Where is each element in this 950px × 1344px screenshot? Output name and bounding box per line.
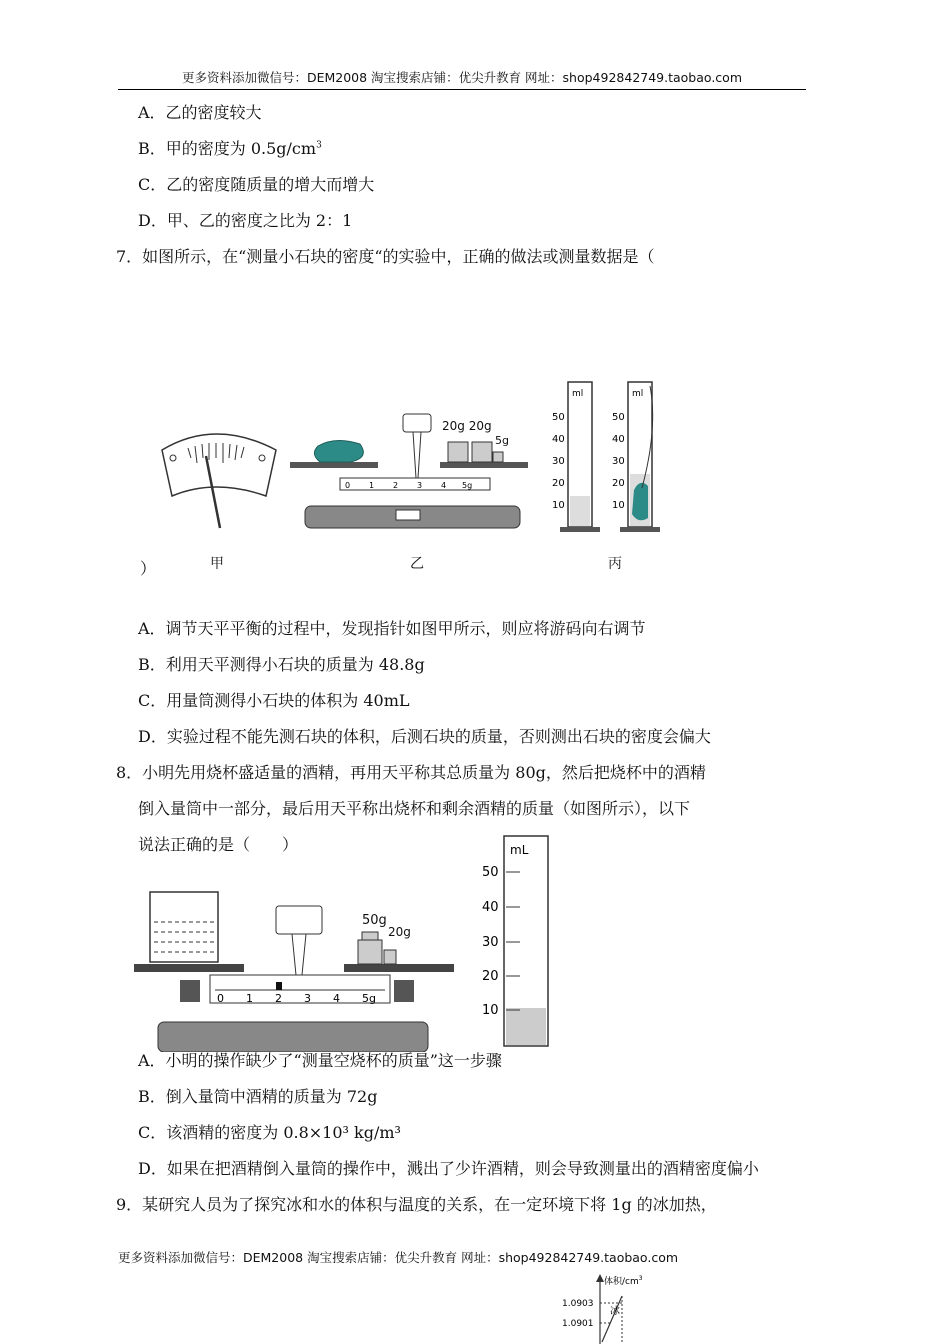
svg-text:ml: ml [572,389,584,399]
svg-text:20: 20 [482,969,499,984]
svg-text:3: 3 [304,992,311,1005]
q7-stem-close: ） [140,559,157,578]
svg-text:3: 3 [417,481,423,490]
q7-option-d: D．实验过程不能先测石块的体积，后测石块的质量，否则测出石块的密度会偏大 [138,727,711,746]
q8-cylinder [482,836,548,1046]
q7-figure [150,378,710,538]
svg-text:mL: mL [510,843,529,857]
q8-option-d: D．如果在把酒精倒入量筒的操作中，溅出了少许酒精，则会导致测量出的酒精密度偏小 [138,1159,759,1178]
q8-option-c: C．该酒精的密度为 0.8×10³ kg/m³ [138,1123,401,1142]
q6-option-b: B．甲的密度为 $0.5g/cm^3$ [138,139,322,158]
q8-stem-3: 说法正确的是（ ） [138,835,299,854]
svg-text:4: 4 [333,992,340,1005]
svg-text:2: 2 [393,481,399,490]
q6-option-d: D．甲、乙的密度之比为 2：1 [138,211,353,230]
svg-text:20g: 20g [388,925,411,939]
svg-text:10: 10 [552,500,565,511]
svg-text:30: 30 [552,456,565,467]
q9-graph [560,1270,680,1344]
q7-balance [290,414,528,528]
fig-label-jia: 甲 [210,556,224,572]
q6-option-a: A．乙的密度较大 [138,103,262,122]
svg-text:1: 1 [246,992,253,1005]
svg-text:0: 0 [345,481,351,490]
svg-text:10: 10 [482,1003,499,1018]
svg-text:2: 2 [275,992,282,1005]
svg-text:4: 4 [441,481,447,490]
svg-text:50g: 50g [362,913,387,928]
svg-text:40: 40 [612,434,625,445]
page-header: 更多资料添加微信号：DEM2008 淘宝搜索店铺：优尖升教育 网址：shop492842749.taobao.com [118,68,806,90]
q7-option-b: B．利用天平测得小石块的质量为 48.8g [138,655,425,674]
svg-text:50: 50 [612,412,625,423]
q7-dial [162,434,276,528]
svg-text:0: 0 [217,992,224,1005]
svg-text:1: 1 [369,481,375,490]
svg-text:ml: ml [632,389,644,399]
q8-option-a: A．小明的操作缺少了“测量空烧杯的质量”这一步骤 [138,1051,502,1070]
svg-text:20: 20 [612,478,625,489]
svg-text:10: 10 [612,500,625,511]
q7-option-a: A．调节天平平衡的过程中，发现指针如图甲所示，则应将游码向右调节 [138,619,646,638]
svg-text:20: 20 [552,478,565,489]
svg-text:40: 40 [482,900,499,915]
svg-text:5g: 5g [495,434,509,447]
q6-option-c: C．乙的密度随质量的增大而增大 [138,175,375,194]
fig-label-yi: 乙 [410,556,424,572]
fig-label-bing: 丙 [608,556,622,572]
q7-stem: 7．如图所示，在“测量小石块的密度“的实验中，正确的做法或测量数据是（ [116,247,655,266]
q8-option-b: B．倒入量筒中酒精的质量为 72g [138,1087,378,1106]
svg-text:40: 40 [552,434,565,445]
q9-stem-1: 9．某研究人员为了探究冰和水的体积与温度的关系，在一定环境下将 1g 的冰加热， [116,1195,717,1214]
q7-option-c: C．用量筒测得小石块的体积为 40mL [138,691,410,710]
svg-text:5g: 5g [462,481,473,490]
q8-stem-2: 倒入量筒中一部分，最后用天平称出烧杯和剩余酒精的质量（如图所示），以下 [138,799,691,818]
svg-text:1.0901: 1.0901 [562,1319,594,1329]
svg-text:1.0903: 1.0903 [562,1299,594,1309]
svg-text:冰: 冰 [610,1306,620,1317]
svg-text:30: 30 [482,935,499,950]
svg-text:50: 50 [552,412,565,423]
q8-figure [130,830,570,1052]
page-footer: 更多资料添加微信号：DEM2008 淘宝搜索店铺：优尖升教育 网址：shop492842749.taobao.com [118,1250,679,1265]
svg-text:20g 20g: 20g 20g [442,419,492,433]
q7-cylinders [552,382,660,532]
svg-text:5g: 5g [362,992,376,1005]
q8-balance [134,892,454,1052]
svg-text:30: 30 [612,456,625,467]
svg-text:50: 50 [482,865,499,880]
q9-ylabel: 体积$/cm^3$ [604,1275,643,1287]
q8-stem-1: 8．小明先用烧杯盛适量的酒精，再用天平称其总质量为 80g，然后把烧杯中的酒精 [116,763,706,782]
